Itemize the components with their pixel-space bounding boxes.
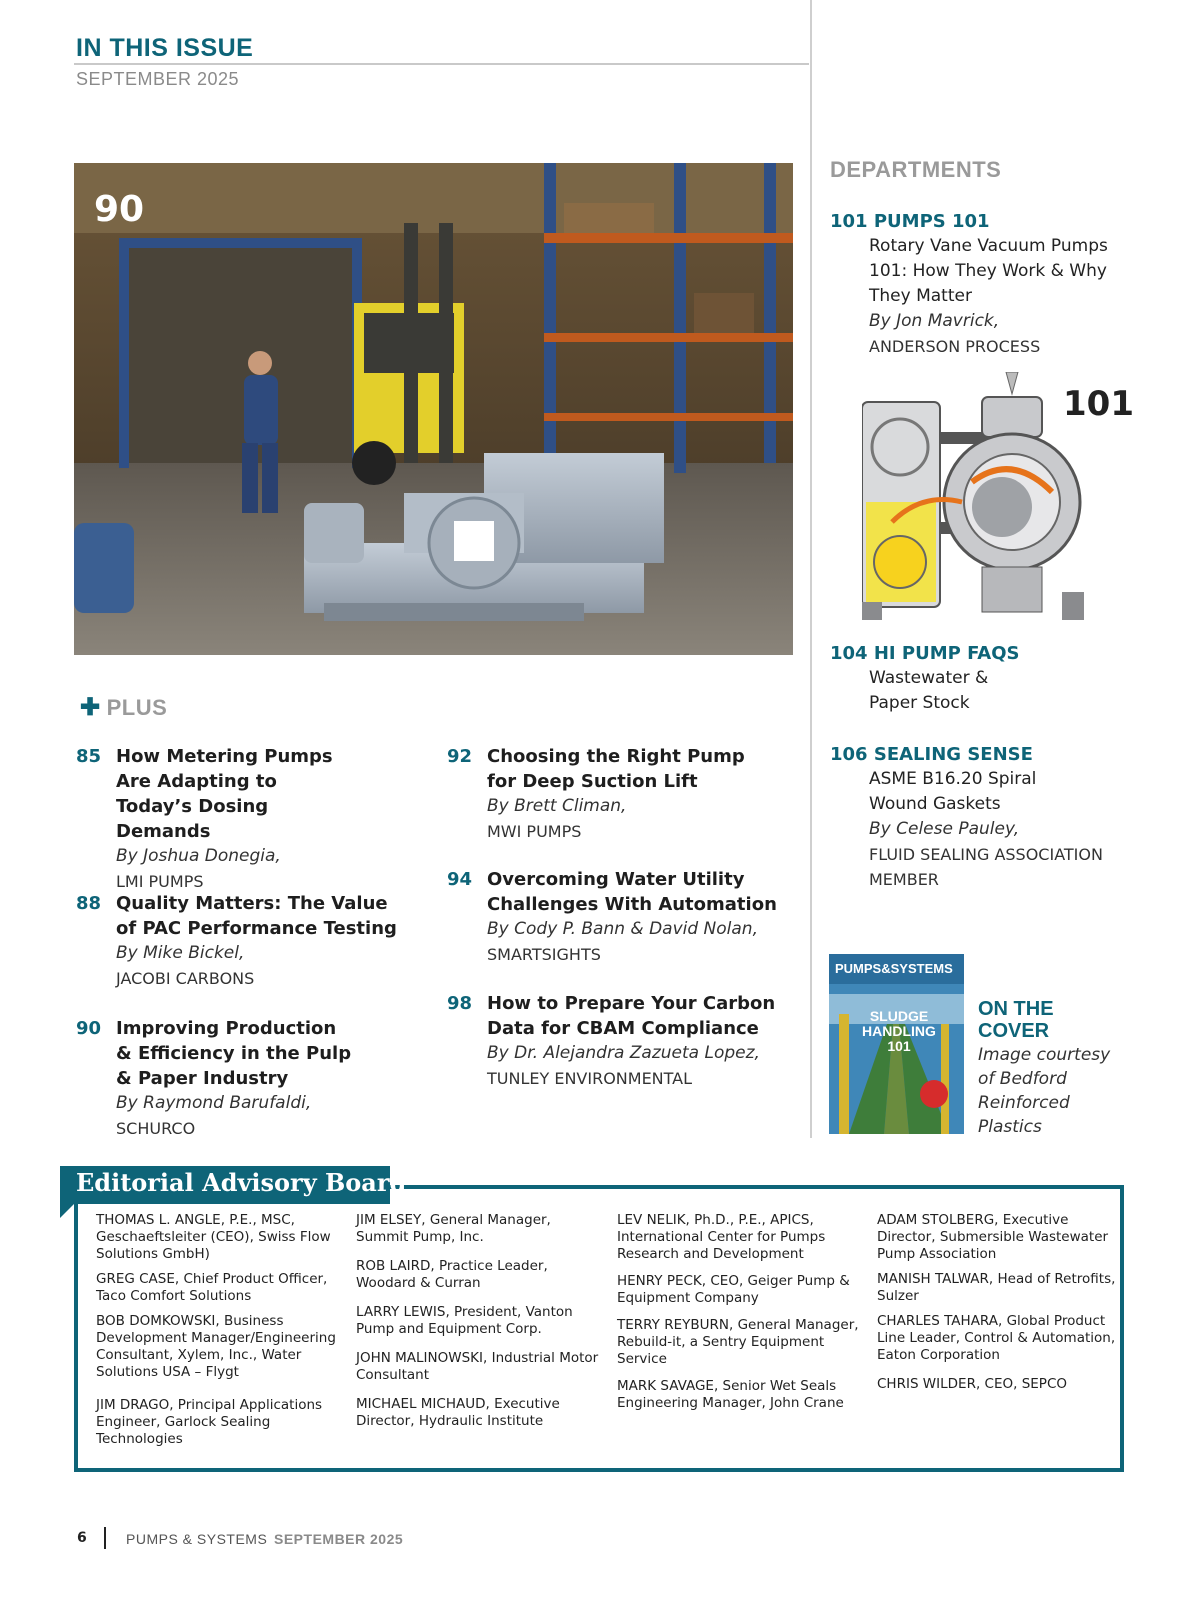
- cover-heading: ON THE COVER: [978, 998, 1054, 1042]
- department-section-name: HI PUMP FAQS: [873, 643, 1020, 664]
- article-organization: MWI PUMPS: [487, 822, 582, 841]
- article-organization: SMARTSIGHTS: [487, 945, 601, 964]
- footer-divider: [104, 1527, 106, 1549]
- article-entry[interactable]: [76, 744, 416, 894]
- departments-heading: DEPARTMENTS: [830, 157, 1002, 182]
- board-column: [617, 1212, 862, 1420]
- article-title[interactable]: Quality Matters: The Value of PAC Performance Testing: [116, 893, 397, 939]
- department-section[interactable]: [830, 641, 1130, 666]
- department-section[interactable]: [830, 209, 1130, 234]
- board-member: JIM ELSEY, General Manager, Summit Pump, Inc.: [356, 1212, 551, 1245]
- board-member: ROB LAIRD, Practice Leader, Woodard & Curran: [356, 1258, 548, 1291]
- footer-magazine-name: PUMPS & SYSTEMS: [126, 1531, 268, 1547]
- department-byline: By Celese Pauley,: [869, 819, 1020, 839]
- board-column: [356, 1212, 601, 1438]
- article-page-number: 92: [447, 746, 473, 767]
- article-byline: By Dr. Alejandra Zazueta Lopez,: [487, 1043, 760, 1063]
- department-title[interactable]: Wastewater & Paper Stock: [869, 668, 989, 713]
- article-title[interactable]: How Metering Pumps Are Adapting to Today’s Dosing Demands: [116, 746, 333, 842]
- warehouse-scene: [74, 163, 793, 655]
- department-section-name: PUMPS 101: [873, 211, 990, 232]
- article-byline: By Mike Bickel,: [116, 943, 245, 963]
- department-entry[interactable]: [830, 641, 1130, 716]
- board-member: BOB DOMKOWSKI, Business Development Manager/Engineering Consultant, Xylem, Inc., Water Solutions USA – Flygt: [96, 1313, 336, 1380]
- issue-date: SEPTEMBER 2025: [76, 69, 240, 89]
- article-page-number: 98: [447, 993, 473, 1014]
- article-page-number: 85: [76, 746, 102, 767]
- department-entry[interactable]: [830, 209, 1130, 359]
- article-entry[interactable]: [76, 1016, 416, 1141]
- board-member: CHRIS WILDER, CEO, SEPCO: [877, 1376, 1067, 1392]
- board-member: HENRY PECK, CEO, Geiger Pump & Equipment Company: [617, 1273, 850, 1306]
- issue-heading: IN THIS ISSUE: [76, 34, 254, 62]
- article-title[interactable]: Improving Production & Efficiency in the Pulp & Paper Industry: [116, 1018, 352, 1089]
- footer-date: SEPTEMBER 2025: [274, 1531, 404, 1547]
- department-section[interactable]: [830, 742, 1130, 767]
- article-byline: By Brett Climan,: [487, 796, 627, 816]
- department-page-number: 106: [830, 744, 868, 765]
- editorial-board-tab-notch: [60, 1204, 74, 1218]
- cover-thumbnail[interactable]: [829, 954, 964, 1134]
- board-member: CHARLES TAHARA, Global Product Line Leader, Control & Automation, Eaton Corporation: [877, 1313, 1116, 1363]
- plus-heading-label: PLUS: [106, 695, 168, 720]
- department-section-name: SEALING SENSE: [873, 744, 1033, 765]
- article-byline: By Joshua Donegia,: [116, 846, 281, 866]
- department-title[interactable]: Rotary Vane Vacuum Pumps 101: How They Work & Why They Matter: [869, 236, 1108, 306]
- department-organization: ANDERSON PROCESS: [869, 337, 1041, 356]
- cover-image: [829, 954, 964, 1134]
- department-organization: FLUID SEALING ASSOCIATION MEMBER: [869, 845, 1103, 889]
- cover-headline: SLUDGE HANDLING 101: [862, 1009, 936, 1054]
- board-member: ADAM STOLBERG, Executive Director, Submersible Wastewater Pump Association: [877, 1212, 1109, 1262]
- editorial-board-title: Editorial Advisory Board: [76, 1168, 407, 1197]
- article-title[interactable]: Choosing the Right Pump for Deep Suction Lift: [487, 746, 745, 792]
- board-member: JIM DRAGO, Principal Applications Engineer, Garlock Sealing Technologies: [96, 1397, 323, 1447]
- plus-heading: [80, 693, 167, 722]
- feature-photo[interactable]: [74, 163, 793, 655]
- article-page-number: 94: [447, 869, 473, 890]
- board-member: JOHN MALINOWSKI, Industrial Motor Consultant: [356, 1350, 599, 1383]
- board-member: LEV NELIK, Ph.D., P.E., APICS, International Center for Pumps Research and Development: [617, 1212, 826, 1262]
- article-entry[interactable]: [76, 891, 416, 991]
- board-member: THOMAS L. ANGLE, P.E., MSC, Geschaeftsleiter (CEO), Swiss Flow Solutions GmbH): [96, 1212, 331, 1262]
- article-byline: By Cody P. Bann & David Nolan,: [487, 919, 758, 939]
- board-column: [877, 1212, 1122, 1401]
- article-page-number: 88: [76, 893, 102, 914]
- plus-icon: ✚: [80, 694, 101, 721]
- board-member: TERRY REYBURN, General Manager, Rebuild-it, a Sentry Equipment Service: [617, 1317, 859, 1367]
- diagram-page-number: 101: [1063, 384, 1134, 424]
- article-organization: SCHURCO: [116, 1119, 196, 1138]
- department-entry[interactable]: [830, 742, 1130, 892]
- footer-page-number: 6: [77, 1530, 87, 1546]
- department-title[interactable]: ASME B16.20 Spiral Wound Gaskets: [869, 769, 1037, 814]
- article-organization: LMI PUMPS: [116, 872, 204, 891]
- article-organization: TUNLEY ENVIRONMENTAL: [487, 1069, 693, 1088]
- article-title[interactable]: How to Prepare Your Carbon Data for CBAM Compliance: [487, 993, 776, 1039]
- feature-page-number: 90: [94, 189, 145, 230]
- article-entry[interactable]: [447, 991, 787, 1091]
- department-page-number: 104: [830, 643, 868, 664]
- board-column: [96, 1212, 341, 1456]
- board-member: MICHAEL MICHAUD, Executive Director, Hydraulic Institute: [356, 1396, 560, 1429]
- department-page-number: 101: [830, 211, 868, 232]
- cover-masthead: PUMPS&SYSTEMS: [835, 961, 953, 976]
- board-member: MANISH TALWAR, Head of Retrofits, Sulzer: [877, 1271, 1116, 1304]
- cover-credit: Image courtesy of Bedford Reinforced Plastics: [978, 1045, 1111, 1137]
- department-byline: By Jon Mavrick,: [869, 311, 1000, 331]
- board-member: GREG CASE, Chief Product Officer, Taco Comfort Solutions: [96, 1271, 328, 1304]
- article-page-number: 90: [76, 1018, 102, 1039]
- article-organization: JACOBI CARBONS: [116, 969, 255, 988]
- column-divider: [810, 0, 812, 1138]
- header-divider: [74, 63, 809, 65]
- board-member: MARK SAVAGE, Senior Wet Seals Engineering Manager, John Crane: [617, 1378, 844, 1411]
- board-member: LARRY LEWIS, President, Vanton Pump and Equipment Corp.: [356, 1304, 573, 1337]
- article-entry[interactable]: [447, 744, 787, 844]
- article-title[interactable]: Overcoming Water Utility Challenges With Automation: [487, 869, 777, 915]
- article-entry[interactable]: [447, 867, 787, 967]
- article-byline: By Raymond Barufaldi,: [116, 1093, 312, 1113]
